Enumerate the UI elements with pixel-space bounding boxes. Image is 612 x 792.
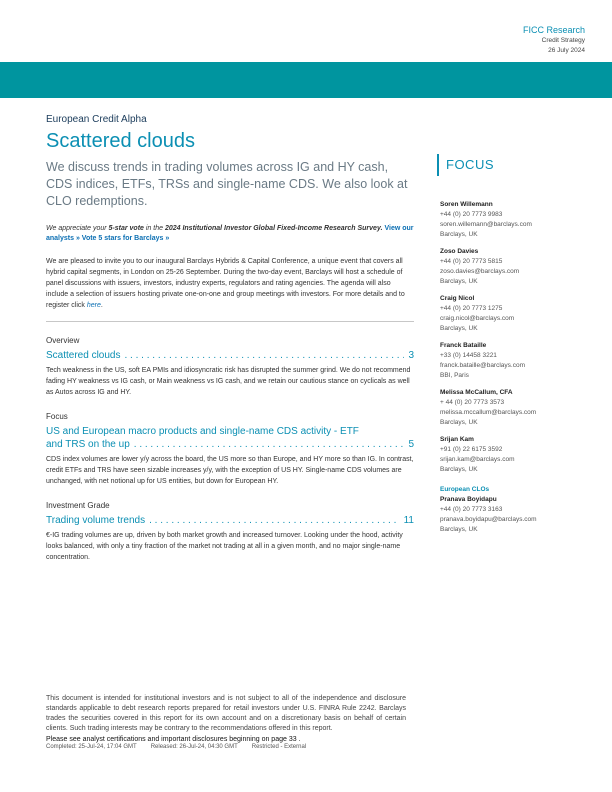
analyst-name: Srijan Kam [440, 436, 474, 443]
analyst-name: Soren Willemann [440, 201, 493, 208]
analyst-firm: Barclays, UK [440, 325, 478, 332]
analyst-phone: +44 (0) 20 7773 3163 [440, 506, 503, 513]
toc-page: 11 [403, 515, 414, 526]
conference-invite [46, 256, 414, 311]
analyst-email[interactable]: melissa.mccallum@barclays.com [440, 409, 537, 416]
vote-stars: 5-star vote [108, 225, 144, 232]
report-title: Scattered clouds [46, 130, 195, 152]
analyst-card [440, 485, 600, 535]
analyst-phone: +33 (0) 14458 3221 [440, 352, 497, 359]
toc-title: and TRS on the up [46, 439, 130, 450]
analyst-email[interactable]: srijan.kam@barclays.com [440, 456, 515, 463]
section-summary: €-IG trading volumes are up, driven by both market growth and increased turnover. Looking under the hood, activity looks balanced, with only a tiny fraction of the market not trading at all in a given month, and no major single-name concentration. [46, 532, 403, 561]
section-summary: CDS index volumes are lower y/y across the board, the US more so than Europe, and HY more so than IG. In contrast, credit ETFs and TRS have seen sizable increases y/y, with the exception of US HY. Single-name CDS volumes are unchanged, with net notional up for US entities, but down for European HY. [46, 456, 414, 485]
analyst-firm: Barclays, UK [440, 278, 478, 285]
toc-leader [125, 349, 405, 362]
completed-stamp: Completed: 25-Jul-24, 17:04 GMT [46, 744, 137, 750]
department-name: Credit Strategy [541, 37, 585, 44]
vote-survey: 2024 Institutional Investor Global Fixed-Income Research Survey. [164, 225, 383, 232]
analyst-card [440, 200, 600, 240]
classification-stamp: Restricted - External [251, 744, 307, 750]
vote-banner [46, 224, 414, 244]
analyst-firm: Barclays, UK [440, 419, 478, 426]
toc-entry[interactable] [46, 349, 414, 362]
report-header [523, 24, 585, 56]
analyst-name: Craig Nicol [440, 295, 475, 302]
toc-title: Trading volume trends [46, 515, 146, 526]
analyst-list [440, 200, 600, 542]
section-overview [46, 336, 414, 398]
vote-pre: We appreciate your [46, 225, 109, 232]
analyst-phone: +44 (0) 20 7773 9983 [440, 211, 503, 218]
series-name: European Credit Alpha [46, 114, 147, 125]
release-stamps [46, 744, 406, 750]
section-focus [46, 412, 414, 487]
header-band [0, 62, 612, 98]
divider [46, 321, 414, 322]
analyst-name: Franck Bataille [440, 342, 487, 349]
analyst-firm: Barclays, UK [440, 526, 478, 533]
analyst-group: European CLOs [440, 486, 490, 493]
toc-leader [134, 438, 405, 451]
analyst-phone: +44 (0) 20 7773 5815 [440, 258, 503, 265]
toc-page: 3 [408, 350, 414, 361]
vote-link[interactable]: View our analysts » Vote 5 stars for Barclays » [46, 225, 414, 242]
analyst-card [440, 294, 600, 334]
analyst-email[interactable]: zoso.davies@barclays.com [440, 268, 520, 275]
vote-mid: in the [143, 225, 165, 232]
disclaimer: This document is intended for institutional investors and is not subject to all of the independence and disclosure standards applicable to debt research reports prepared for retail investors under U.S. FINRA Rule 2242. Barclays trades the securities covered in this report for its own account and on a discretionary basis on behalf of certain clients. Such trading interests may be contrary to the recommendations offered in this report. [46, 695, 406, 732]
analyst-firm: Barclays, UK [440, 466, 478, 473]
analyst-email[interactable]: franck.bataille@barclays.com [440, 362, 525, 369]
analyst-email[interactable]: craig.nicol@barclays.com [440, 315, 515, 322]
analyst-phone: +44 (0) 20 7773 1275 [440, 305, 503, 312]
analyst-card [440, 341, 600, 381]
analyst-email[interactable]: pranava.boyidapu@barclays.com [440, 516, 537, 523]
certifications-note: Please see analyst certifications and important disclosures beginning on page 33 . [46, 736, 301, 743]
division-name: FICC Research [522, 25, 585, 35]
invite-text: We are pleased to invite you to our inaugural Barclays Hybrids & Capital Conference, a unique event that covers all hybrid capital segments, in London on 25-26 September. During the two-day event, Barclays will host a schedule of panel discussions with issuers, investors, industry experts, regulators and rating agencies. The agenda will also include a selection of issuers hosting private one-on-one and group meetings with investors. For more details and to register click [46, 258, 405, 309]
section-heading: Investment Grade [46, 501, 110, 510]
section-heading: Overview [46, 336, 80, 345]
analyst-name: Melissa McCallum, CFA [440, 389, 513, 396]
analyst-card [440, 247, 600, 287]
toc-entry[interactable] [46, 438, 414, 451]
main-content [36, 98, 424, 692]
analyst-firm: BBI, Paris [440, 372, 469, 379]
analyst-card [440, 388, 600, 428]
toc-title-first-line[interactable]: US and European macro products and single-name CDS activity - ETF [46, 426, 359, 437]
section-investment-grade [46, 501, 414, 563]
report-date: 26 July 2024 [548, 47, 585, 54]
analyst-email[interactable]: soren.willemann@barclays.com [440, 221, 532, 228]
section-summary: Tech weakness in the US, soft EA PMIs and idiosyncratic risk has disrupted the summer grind. We do not recommend fading HY weakness vs IG cash, or Main weakness vs IG cash, and we retain our cautious stance on cyclicals as well as Autos across IG and HY. [46, 367, 411, 396]
analyst-name: Pranava Boyidapu [440, 496, 497, 503]
analyst-phone: +91 (0) 22 6175 3592 [440, 446, 503, 453]
section-heading: Focus [46, 412, 68, 421]
toc-page: 5 [408, 439, 414, 450]
footer [46, 694, 406, 750]
analyst-card [440, 435, 600, 475]
analyst-name: Zoso Davies [440, 248, 479, 255]
toc-entry[interactable] [46, 514, 414, 527]
released-stamp: Released: 26-Jul-24, 04:30 GMT [150, 744, 238, 750]
analyst-firm: Barclays, UK [440, 231, 478, 238]
report-lede: We discuss trends in trading volumes across IG and HY cash, CDS indices, ETFs, TRSs and single-name CDS. We also look at CLO redemptions. [46, 160, 408, 208]
register-link[interactable]: here [86, 302, 101, 309]
focus-label: FOCUS [437, 154, 494, 176]
invite-end: . [100, 302, 103, 309]
toc-title: Scattered clouds [46, 350, 121, 361]
analyst-phone: + 44 (0) 20 7773 3573 [440, 399, 505, 406]
toc-leader [149, 514, 399, 527]
